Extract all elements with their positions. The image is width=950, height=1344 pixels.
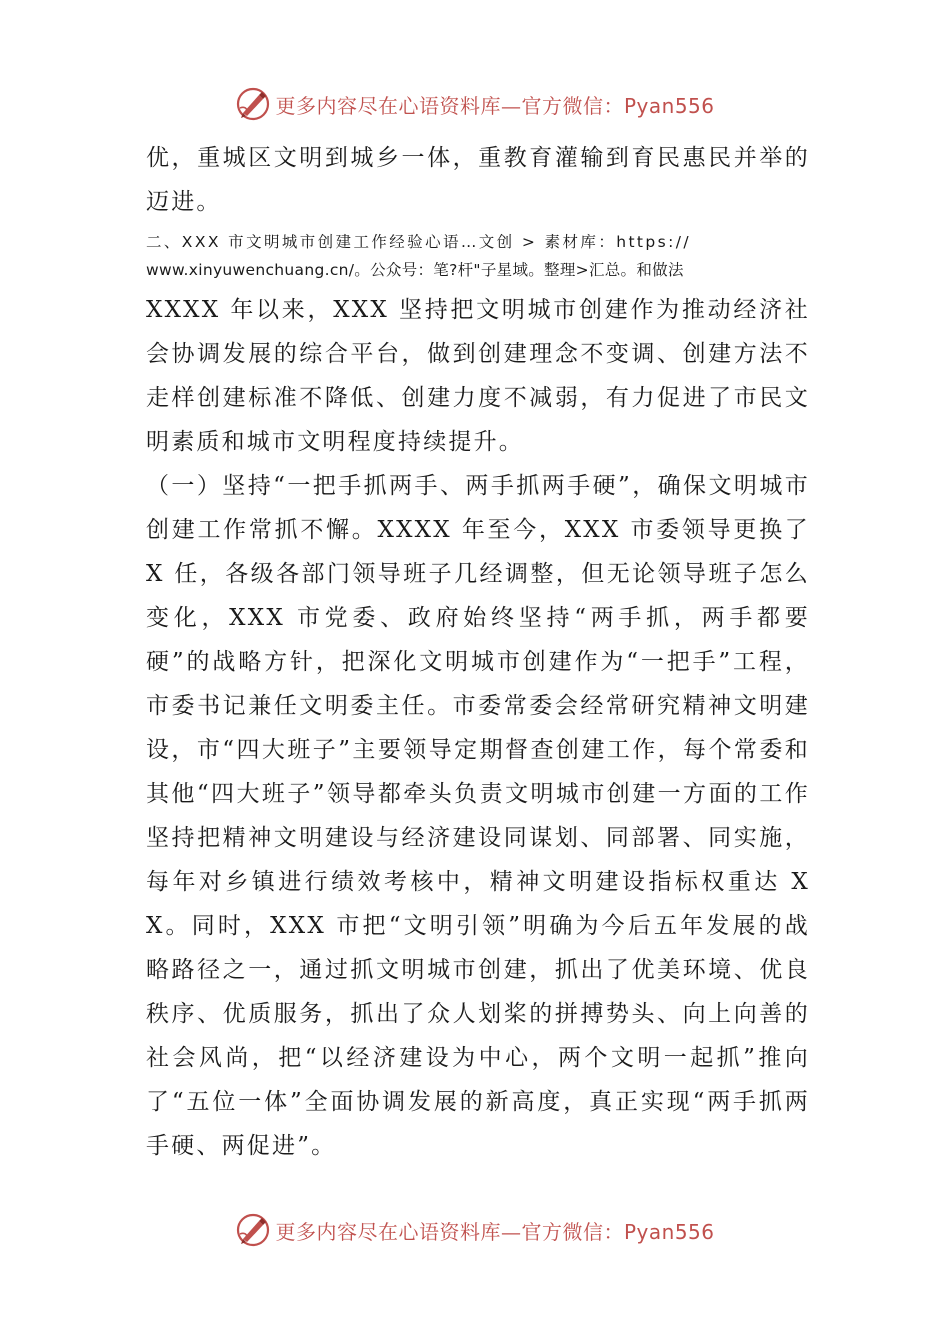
pen-logo-icon xyxy=(235,86,271,122)
footer-watermark-text: 更多内容尽在心语资料库—官方微信：Pyan556 xyxy=(275,1219,715,1244)
wechat-id: Pyan556 xyxy=(623,93,715,118)
paragraph-continuation: 优，重城区文明到城乡一体，重教育灌输到育民惠民并举的迈进。 xyxy=(146,145,810,215)
paragraph-intro: XXXX 年以来，XXX 坚持把文明城市创建作为推动经济社会协调发展的综合平台，做到创建理念不变调、创建方法不走样创建标准不降低、创建力度不减弱，有力促进了市民文明素质和城市文明程度持续提升。 xyxy=(146,297,810,455)
section-heading-line-2: www.xinyuwenchuang.cn/。公众号：笔?杆"子星域。整理>汇总。和做法 xyxy=(146,261,684,279)
footer-watermark xyxy=(0,1208,950,1252)
document-body xyxy=(146,136,810,1168)
pen-logo-icon xyxy=(235,1212,271,1248)
paragraph-point-one: （一）坚持“一把手抓两手、两手抓两手硬”，确保文明城市创建工作常抓不懈。XXXX 年至今，XXX 市委领导更换了 X 任，各级各部门领导班子几经调整，但无论领导班子怎么变化，XXX 市党委、政府始终坚持“两手抓，两手都要硬”的战略方针，把深化文明城市创建作为“一把手”工程，市委书记兼任文明委主任。市委常委会经常研究精神文明建设，市“四大班子”主要领导定期督查创建工作，每个常委和其他“四大班子”领导都牵头负责文明城市创建一方面的工作坚持把精神文明建设与经济建设同谋划、同部署、同实施，每年对乡镇进行绩效考核中，精神文明建设指标权重达 XX。同时，XXX 市把“文明引领”明确为今后五年发展的战略路径之一，通过抓文明城市创建，抓出了优美环境、优良秩序、优质服务，抓出了众人划桨的拼搏势头、向上向善的社会风尚，把“以经济建设为中心，两个文明一起抓”推向了“五位一体”全面协调发展的新高度，真正实现“两手抓两手硬、两促进”。 xyxy=(146,473,810,1159)
section-heading xyxy=(146,228,810,284)
section-heading-line-1: 二、XXX 市文明城市创建工作经验心语…文创 > 素材库：https:// xyxy=(146,233,691,251)
header-watermark xyxy=(0,82,950,126)
wechat-id: Pyan556 xyxy=(623,1219,715,1244)
header-watermark-text: 更多内容尽在心语资料库—官方微信：Pyan556 xyxy=(275,93,715,118)
